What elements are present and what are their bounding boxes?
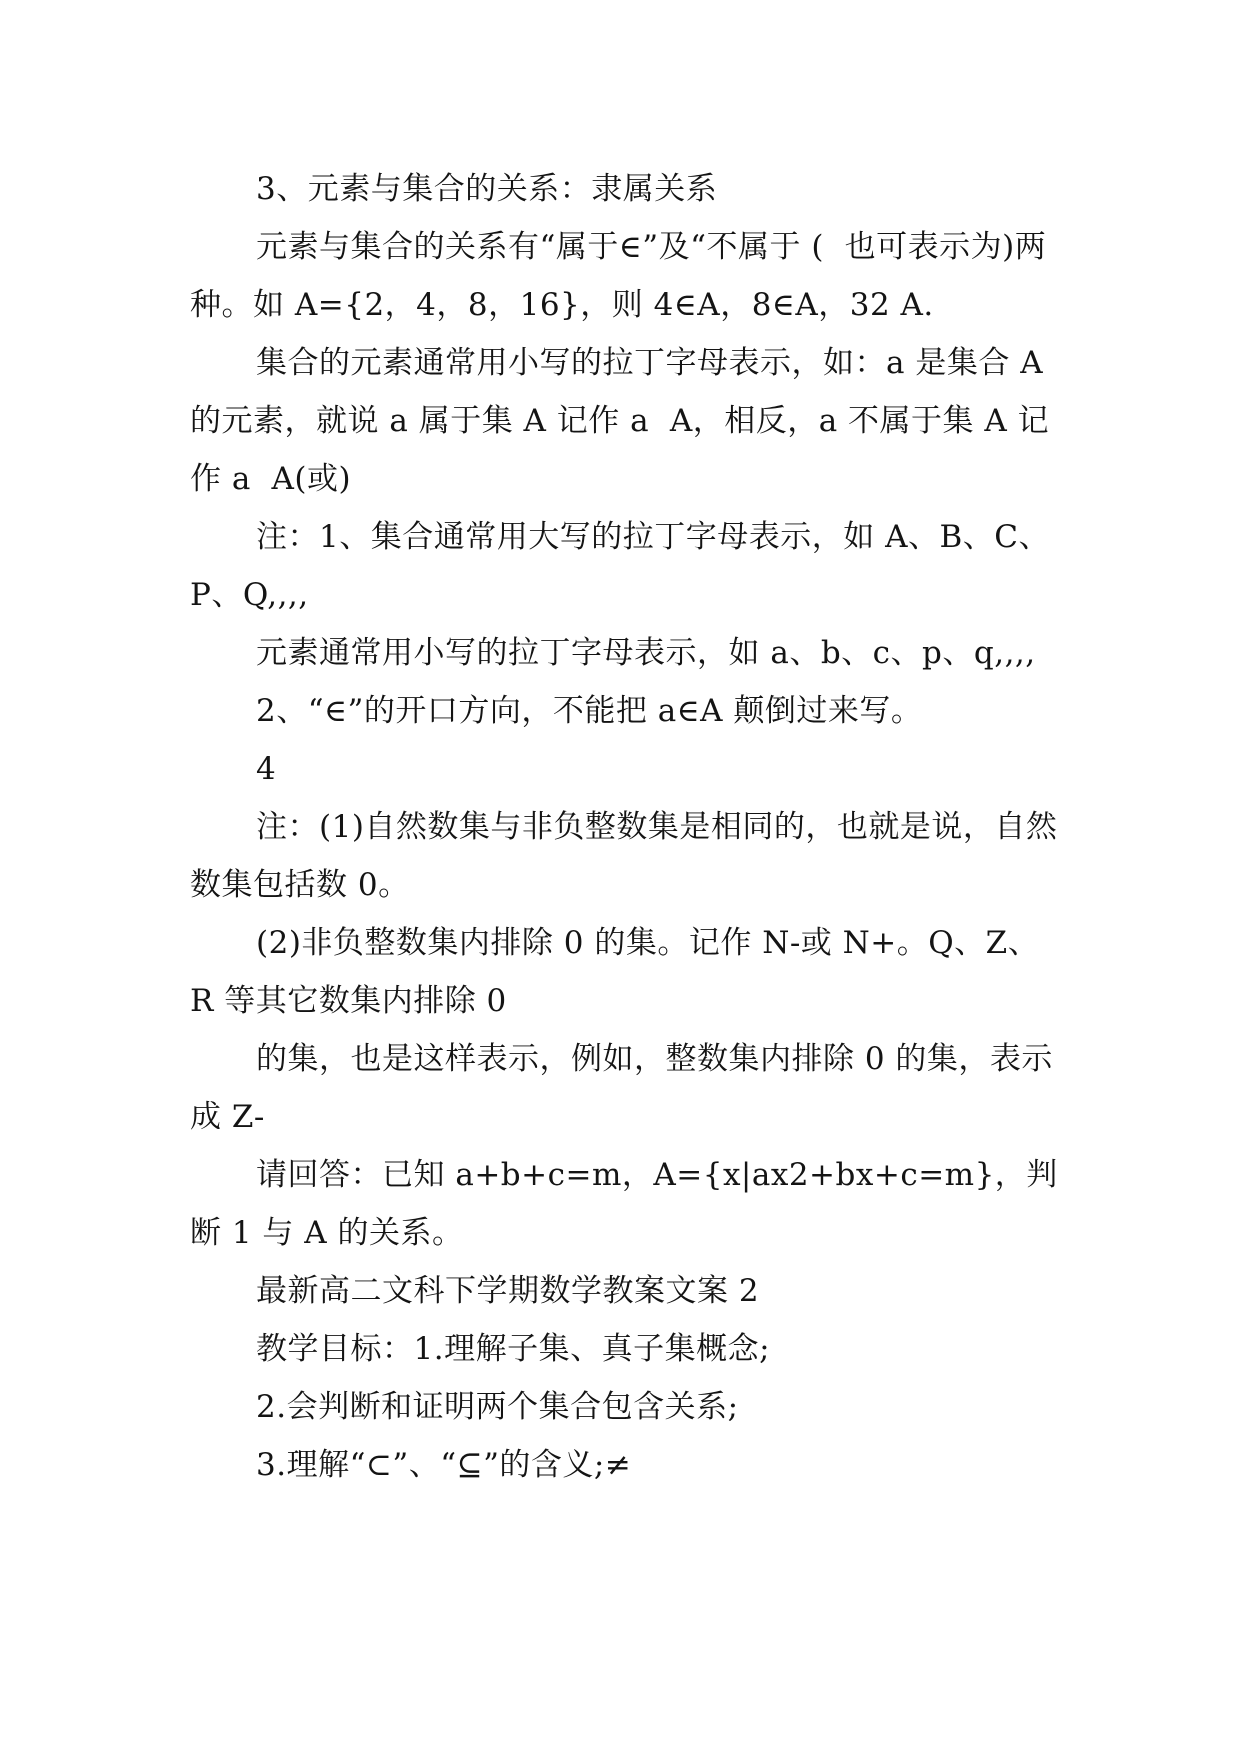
paragraph-lesson-title: 最新高二文科下学期数学教案文案 2 — [256, 1273, 760, 1309]
paragraph-question: 请回答：已知 a+b+c=m，A={x|ax2+bx+c=m}，判断 1 与 A 的关系。 — [190, 1157, 1058, 1251]
paragraph-element-letters: 元素通常用小写的拉丁字母表示，如 a、b、c、p、q,,,, — [256, 635, 1036, 671]
paragraph-heading-3: 3、元素与集合的关系：隶属关系 — [256, 171, 718, 207]
paragraph-exclude-zero-cont: 的集，也是这样表示，例如，整数集内排除 0 的集，表示成 Z- — [190, 1041, 1053, 1135]
paragraph-number-4: 4 — [256, 751, 277, 787]
paragraph-note-2: 2、“∈”的开口方向，不能把 a∈A 颠倒过来写。 — [256, 693, 923, 729]
paragraph-goal-2: 2.会判断和证明两个集合包含关系; — [256, 1389, 739, 1425]
paragraph-element-notation: 集合的元素通常用小写的拉丁字母表示，如：a 是集合 A 的元素，就说 a 属于集 A 记作 a A，相反，a 不属于集 A 记作 a A(或) — [190, 345, 1054, 497]
paragraph-goal-1: 教学目标：1.理解子集、真子集概念; — [256, 1331, 771, 1367]
paragraph-exclude-zero: (2)非负整数集内排除 0 的集。记作 N-或 N+。Q、Z、R 等其它数集内排除 0 — [190, 925, 1040, 1019]
document-body — [190, 160, 1062, 1494]
paragraph-note-1: 注：1、集合通常用大写的拉丁字母表示，如 A、B、C、P、Q,,,, — [190, 519, 1050, 613]
paragraph-membership-relation: 元素与集合的关系有“属于∈”及“不属于 ( 也可表示为)两种。如 A={2，4，8，16}，则 4∈A，8∈A，32 A. — [190, 229, 1047, 323]
paragraph-goal-3: 3.理解“⊂”、“⊆”的含义;≠ — [256, 1447, 632, 1483]
paragraph-natural-numbers: 注：(1)自然数集与非负整数集是相同的，也就是说，自然数集包括数 0。 — [190, 809, 1058, 903]
